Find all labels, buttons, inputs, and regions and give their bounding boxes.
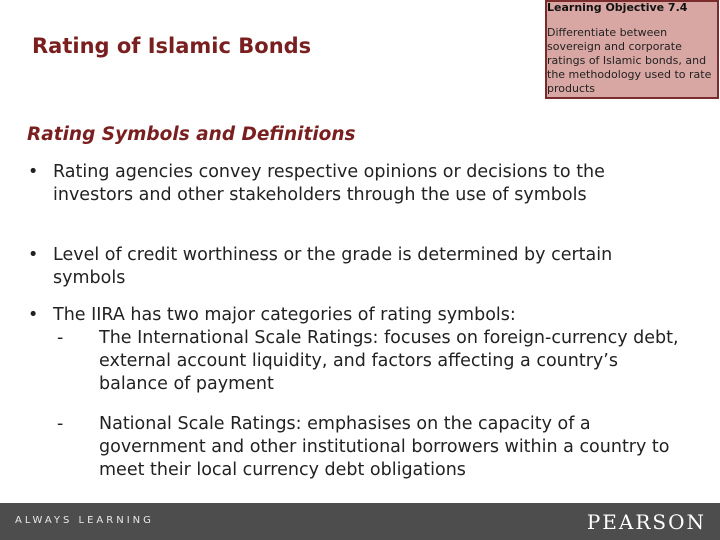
- bullet-marker: •: [28, 305, 39, 325]
- dash-marker: -: [57, 414, 64, 434]
- bullet-marker: •: [28, 245, 39, 265]
- dash-marker: -: [57, 328, 64, 348]
- bullet-item: The IIRA has two major categories of rating symbols:: [53, 305, 516, 325]
- sub-bullet-item: The International Scale Ratings: focuses on foreign-currency debt, external account liquidity, and factors affecting a country’s balance of payment: [99, 328, 679, 394]
- bullet-item: Rating agencies convey respective opinions or decisions to the investors and other stakeholders through the use of symbols: [53, 162, 605, 205]
- bullet-marker: •: [28, 162, 39, 182]
- sub-bullet-item: National Scale Ratings: emphasises on the capacity of a government and other institutional borrowers within a country to meet their local currency debt obligations: [99, 414, 670, 480]
- footer-bar: [0, 503, 720, 540]
- bullet-item: Level of credit worthiness or the grade is determined by certain symbols: [53, 245, 613, 288]
- brand-logo: PEARSON: [586, 510, 706, 534]
- learning-objective-box: [545, 0, 719, 99]
- learning-objective-title: Learning Objective 7.4: [547, 1, 688, 14]
- section-subheading: Rating Symbols and Definitions: [27, 124, 356, 145]
- slide-title: Rating of Islamic Bonds: [32, 34, 312, 58]
- footer-tagline: ALWAYS LEARNING: [15, 515, 154, 526]
- learning-objective-text: Differentiate between sovereign and corporate ratings of Islamic bonds, and the methodology used to rate products: [547, 26, 712, 95]
